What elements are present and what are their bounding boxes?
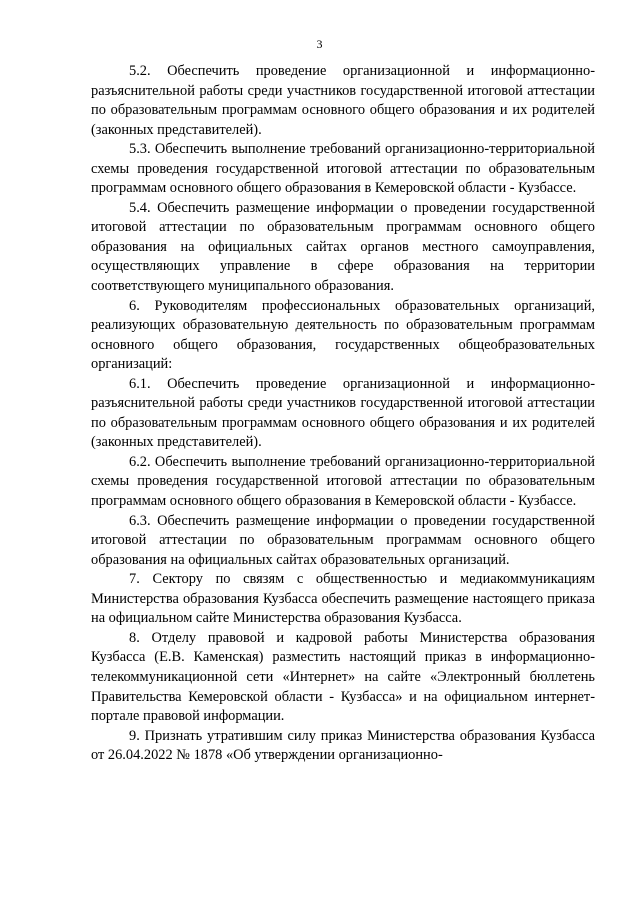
page-number: 3 xyxy=(316,37,323,51)
paragraph-7: 7. Сектору по связям с общественностью и медиакоммуникациям Министерства образования Кузбасса обеспечить размещение настоящего приказа на официальном сайте Министерства образования Кузбасса. xyxy=(91,571,595,627)
paragraph-8: 8. Отделу правовой и кадровой работы Министерства образования Кузбасса (Е.В. Каменская) разместить настоящий приказ в информационно-телекоммуникационной сети «Интернет» на сайте «Электронный бюллетень Правительства Кемеровской области - Кузбасса» и на официальном интернет-портале правовой информации. xyxy=(91,629,595,725)
paragraph-5-3: 5.3. Обеспечить выполнение требований организационно-территориальной схемы проведения государственной итоговой аттестации по образовательным программам основного общего образования в Кемеровской области - Кузбассе. xyxy=(91,141,595,197)
paragraph-5-4: 5.4. Обеспечить размещение информации о проведении государственной итоговой аттестации по образовательным программам основного общего образования на официальных сайтах органов местного самоуправления, осуществляющих управление в сфере образования на территории соответствующего муниципального образования. xyxy=(91,199,595,295)
paragraph-6-1: 6.1. Обеспечить проведение организационной и информационно-разъяснительной работы среди участников государственной итоговой аттестации по образовательным программам основного общего образования и их родителей (законных представителей). xyxy=(91,375,595,451)
paragraph-5-2: 5.2. Обеспечить проведение организационной и информационно-разъяснительной работы среди участников государственной итоговой аттестации по образовательным программам основного общего образования и их родителей (законных представителей). xyxy=(91,63,595,138)
paragraph-6-2: 6.2. Обеспечить выполнение требований организационно-территориальной схемы проведения государственной итоговой аттестации по образовательным программам основного общего образования в Кемеровской области - Кузбассе. xyxy=(91,453,595,510)
paragraph-6-3: 6.3. Обеспечить размещение информации о проведении государственной итоговой аттестации по образовательным программам основного общего образования на официальных сайтах образовательных организаций. xyxy=(91,512,595,568)
paragraph-9: 9. Признать утратившим силу приказ Министерства образования Кузбасса от 26.04.2022 № 1878 «Об утверждении организационно- xyxy=(91,727,595,764)
document-body xyxy=(91,62,595,766)
paragraph-6: 6. Руководителям профессиональных образовательных организаций, реализующих образовательную деятельность по образовательным программам основного общего образования, государственных общеобразовательных организаций: xyxy=(91,297,595,373)
